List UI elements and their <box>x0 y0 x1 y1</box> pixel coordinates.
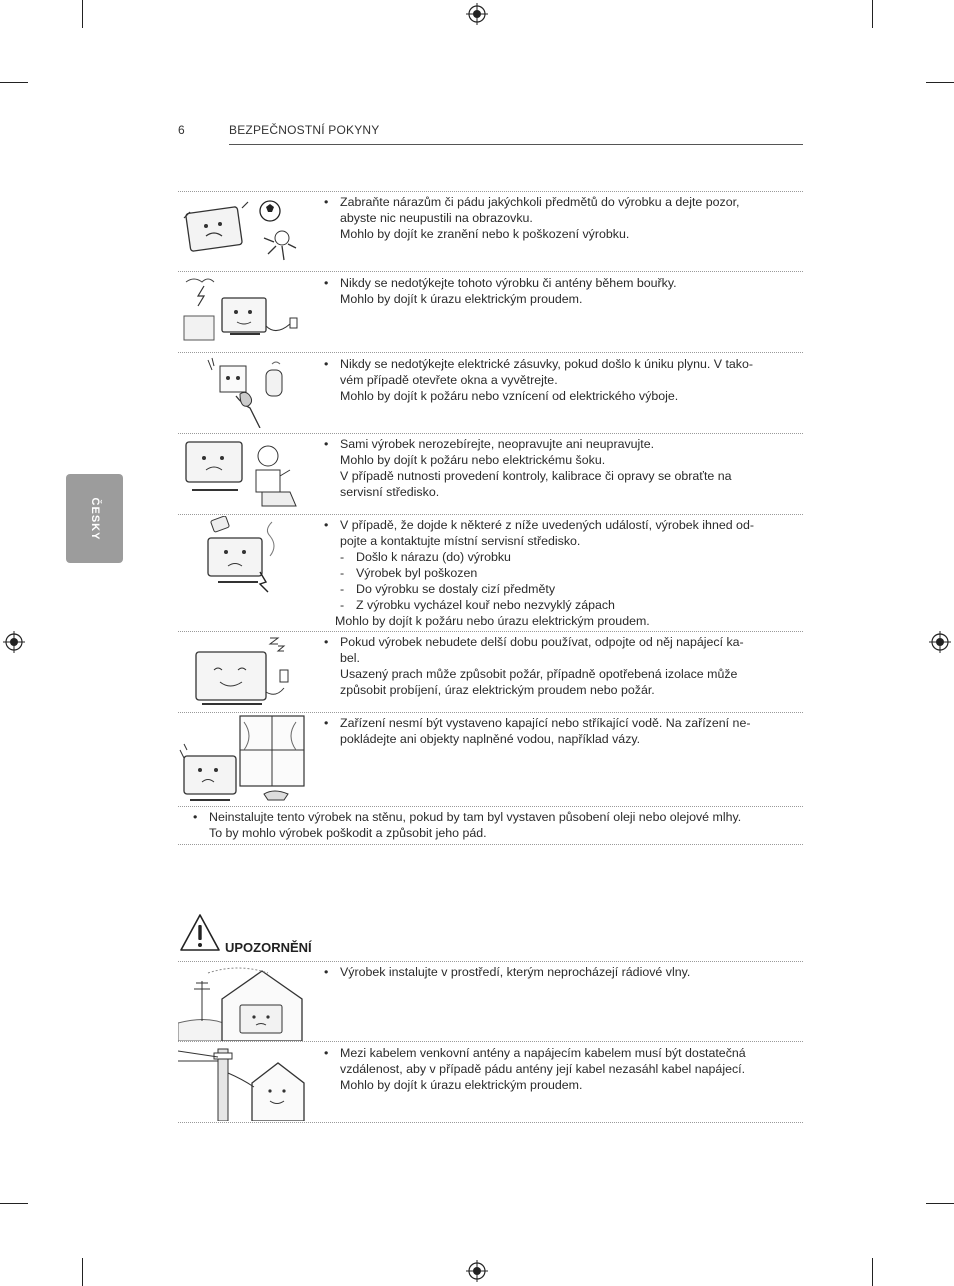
bullet-dot: • <box>324 518 329 532</box>
section-title: BEZPEČNOSTNÍ POKYNY <box>229 123 380 137</box>
warning-text: Mohlo by dojít k úrazu elektrickým proudem. <box>340 292 583 306</box>
warning-text: Usazený prach může způsobit požár, případně opotřebená izolace může <box>340 667 738 681</box>
bullet-dot: • <box>324 195 329 209</box>
tv-hit-by-ball-illustration <box>182 196 300 266</box>
row-separator <box>178 844 803 845</box>
warning-text: Mohlo by dojít ke zranění nebo k poškození výrobku. <box>340 227 630 241</box>
warning-text: V případě nutnosti provedení kontroly, kalibrace či opravy se obraťte na <box>340 469 732 483</box>
note-text: Neinstalujte tento výrobek na stěnu, pokud by tam byl vystaven působení oleji nebo olejové mlhy. <box>209 810 742 824</box>
warning-footer: Mohlo by dojít k požáru nebo úrazu elektrickým proudem. <box>335 614 650 628</box>
warning-text: Mohlo by dojít k požáru nebo elektrickému šoku. <box>340 453 606 467</box>
warning-text: Pokud výrobek nebudete delší dobu používat, odpojte od něj napájecí ka- <box>340 635 744 649</box>
bullet-dot: • <box>324 437 329 451</box>
warning-text: V případě, že dojde k některé z níže uvedených událostí, výrobek ihned od- <box>340 518 754 532</box>
antenna-cable-house-illustration <box>178 1043 308 1121</box>
row-separator <box>178 433 803 434</box>
caution-text: Mohlo by dojít k úrazu elektrickým proudem. <box>340 1078 583 1092</box>
row-separator <box>178 1122 803 1123</box>
dash-marker: - <box>340 566 345 580</box>
warning-item-3 <box>324 356 753 404</box>
warning-triangle-icon <box>178 912 222 954</box>
warning-item-5 <box>324 517 754 629</box>
warning-text: pojte a kontaktujte místní servisní středisko. <box>340 534 581 548</box>
dash-marker: - <box>340 598 345 612</box>
sub-item-text: Výrobek byl poškozen <box>356 566 478 580</box>
warning-text: vém případě otevřete okna a vyvětrejte. <box>340 373 558 387</box>
crop-mark <box>82 1258 83 1286</box>
caution-item-2 <box>324 1045 746 1093</box>
bullet-dot: • <box>324 635 329 649</box>
warning-text: Nikdy se nedotýkejte tohoto výrobku či antény během bouřky. <box>340 276 677 290</box>
house-radio-waves-illustration <box>178 963 308 1041</box>
warning-item-6 <box>324 634 744 698</box>
crop-mark <box>0 82 28 83</box>
row-separator <box>178 1041 803 1042</box>
bullet-dot: • <box>324 716 329 730</box>
bullet-dot: • <box>324 1046 329 1060</box>
page-number: 6 <box>178 123 185 137</box>
row-separator <box>178 712 803 713</box>
row-separator <box>178 806 803 807</box>
row-separator <box>178 352 803 353</box>
note-text: To by mohlo výrobek poškodit a způsobit jeho pád. <box>209 826 487 840</box>
caution-text: Výrobek instalujte v prostředí, kterým neprocházejí rádiové vlny. <box>340 965 691 979</box>
registration-mark-icon <box>3 631 25 653</box>
language-tab-label: ČESKY <box>88 497 101 540</box>
crop-mark <box>926 82 954 83</box>
sub-item-text: Do výrobku se dostaly cizí předměty <box>356 582 556 596</box>
crop-mark <box>872 1258 873 1286</box>
language-tab <box>66 474 123 563</box>
tv-window-rain-vase-illustration <box>178 714 308 804</box>
warning-text: způsobit probíjení, úraz elektrickým proudem nebo požár. <box>340 683 655 697</box>
tv-sleeping-unplug-illustration <box>192 634 300 710</box>
header-rule <box>229 144 803 145</box>
warning-text: servisní středisko. <box>340 485 440 499</box>
registration-mark-icon <box>466 1260 488 1282</box>
tv-disassembly-illustration <box>182 436 300 510</box>
crop-mark <box>0 1203 28 1204</box>
row-separator <box>178 961 803 962</box>
warning-text: Zabraňte nárazům či pádu jakýchkoli předmětů do výrobku a dejte pozor, <box>340 195 740 209</box>
crop-mark <box>872 0 873 28</box>
warning-text: Sami výrobek nerozebírejte, neopravujte ani neupravujte. <box>340 437 655 451</box>
caution-text: vzdálenost, aby v případě pádu antény její kabel nezasáhl kabel napájecí. <box>340 1062 746 1076</box>
row-separator <box>178 191 803 192</box>
tv-lightning-storm-illustration <box>182 276 300 346</box>
sub-item <box>340 597 754 613</box>
registration-mark-icon <box>466 3 488 25</box>
sub-item-text: Došlo k nárazu (do) výrobku <box>356 550 511 564</box>
sub-item-text: Z výrobku vycházel kouř nebo nezvyklý zápach <box>356 598 615 612</box>
caution-heading: UPOZORNĚNÍ <box>225 940 312 955</box>
warning-text: Zařízení nesmí být vystaveno kapající nebo stříkající vodě. Na zařízení ne- <box>340 716 751 730</box>
sub-item <box>340 581 754 597</box>
warning-text: Nikdy se nedotýkejte elektrické zásuvky, pokud došlo k úniku plynu. V tako- <box>340 357 753 371</box>
row-separator <box>178 514 803 515</box>
crop-mark <box>82 0 83 28</box>
warning-text: Mohlo by dojít k požáru nebo vznícení od elektrického výboje. <box>340 389 679 403</box>
row-separator <box>178 631 803 632</box>
warning-item-1 <box>324 194 740 242</box>
bullet-dot: • <box>324 965 329 979</box>
bullet-dot: • <box>324 357 329 371</box>
warning-item-4 <box>324 436 732 500</box>
tv-damaged-smoke-illustration <box>200 516 300 594</box>
caution-text: Mezi kabelem venkovní antény a napájecím kabelem musí být dostatečná <box>340 1046 746 1060</box>
bullet-dot: • <box>193 810 198 824</box>
warning-item-7 <box>324 715 751 747</box>
caution-item-1 <box>324 964 691 980</box>
crop-mark <box>926 1203 954 1204</box>
warning-text: pokládejte ani objekty naplněné vodou, například vázy. <box>340 732 641 746</box>
gas-leak-socket-illustration <box>200 356 300 428</box>
bullet-dot: • <box>324 276 329 290</box>
warning-item-2 <box>324 275 677 307</box>
sub-item <box>340 549 754 565</box>
wall-mount-note <box>193 809 742 841</box>
registration-mark-icon <box>929 631 951 653</box>
sub-item <box>340 565 754 581</box>
dash-marker: - <box>340 550 345 564</box>
row-separator <box>178 271 803 272</box>
dash-marker: - <box>340 582 345 596</box>
warning-text: bel. <box>340 651 360 665</box>
warning-text: abyste nic neupustili na obrazovku. <box>340 211 533 225</box>
